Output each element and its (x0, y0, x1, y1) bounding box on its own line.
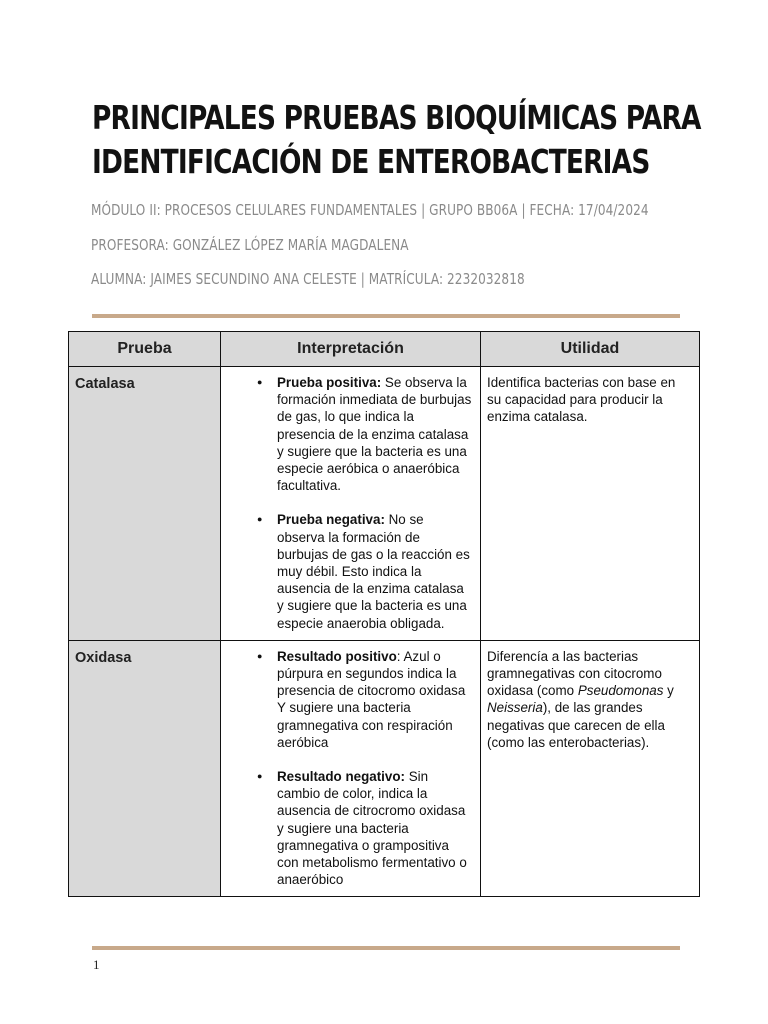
utility-text: Identifica bacterias con base en su capacidad para producir la enzima catalasa. (487, 375, 676, 425)
result-lead: Prueba positiva: (277, 375, 382, 390)
header-divider (92, 314, 680, 318)
interpretation-cell (221, 640, 481, 897)
utility-cell (481, 367, 700, 641)
utility-cell (481, 640, 700, 897)
module-line: MÓDULO II: PROCESOS CELULARES FUNDAMENTALES | GRUPO BB06A | FECHA: 17/04/2024 (91, 201, 649, 219)
list-item (277, 768, 474, 888)
document-title-line-1: PRINCIPALES PRUEBAS BIOQUÍMICAS PARA (92, 98, 701, 137)
list-item (277, 511, 474, 631)
list-item (277, 648, 474, 751)
column-header-test: Prueba (69, 332, 221, 367)
result-text: Sin cambio de color, indica la ausencia de citrocromo oxidasa y sugiere una bacteria gramnegativa o grampositiva con metabolismo fermentativo o anaeróbico (277, 769, 467, 888)
test-name-cell: Oxidasa (69, 640, 221, 897)
result-lead: Resultado negativo: (277, 769, 405, 785)
interpretation-list (227, 374, 474, 632)
student-line: ALUMNA: JAIMES SECUNDINO ANA CELESTE | MATRÍCULA: 2232032818 (91, 270, 525, 288)
document-title-line-2: IDENTIFICACIÓN DE ENTEROBACTERIAS (92, 142, 650, 181)
result-text: No se observa la formación de burbujas de gas o la reacción es muy débil. Esto indica la ausencia de la enzima catalasa y sugiere que la bacteria es una especie anaerobia obligada. (277, 512, 470, 631)
document-title (92, 96, 701, 184)
result-lead: Prueba negativa: (277, 512, 385, 528)
column-header-utility: Utilidad (481, 332, 700, 367)
table-header-row (69, 332, 700, 367)
utility-italic: Neisseria (487, 700, 543, 716)
utility-text: y (663, 683, 674, 699)
page-number: 1 (93, 957, 100, 972)
result-lead: Resultado positivo (277, 648, 397, 664)
column-header-interpretation: Interpretación (221, 332, 481, 367)
interpretation-cell (221, 367, 481, 641)
list-item (277, 374, 474, 494)
utility-text: ), de las grandes negativas que carecen de ella (como las enterobacterias). (487, 700, 665, 750)
result-text: Se observa la formación inmediata de burbujas de gas, lo que indica la presencia de la enzima catalasa y sugiere que la bacteria es una especie aeróbica o anaeróbica facultativa. (277, 375, 472, 494)
utility-text: Diferencía a las bacterias gramnegativas con citocromo oxidasa (como (487, 648, 662, 699)
teacher-line: PROFESORA: GONZÁLEZ LÓPEZ MARÍA MAGDALENA (91, 236, 409, 254)
utility-italic: Pseudomonas (577, 683, 664, 699)
result-text: : Azul o púrpura en segundos indica la presencia de citocromo oxidasa Y sugiere una bacteria gramnegativa con respiración aeróbica (277, 648, 466, 750)
biochemical-tests-table (68, 331, 700, 897)
test-name-cell: Catalasa (69, 367, 221, 641)
footer-divider (92, 946, 680, 950)
table-row (69, 367, 700, 641)
table-row (69, 640, 700, 897)
interpretation-list (227, 648, 474, 889)
